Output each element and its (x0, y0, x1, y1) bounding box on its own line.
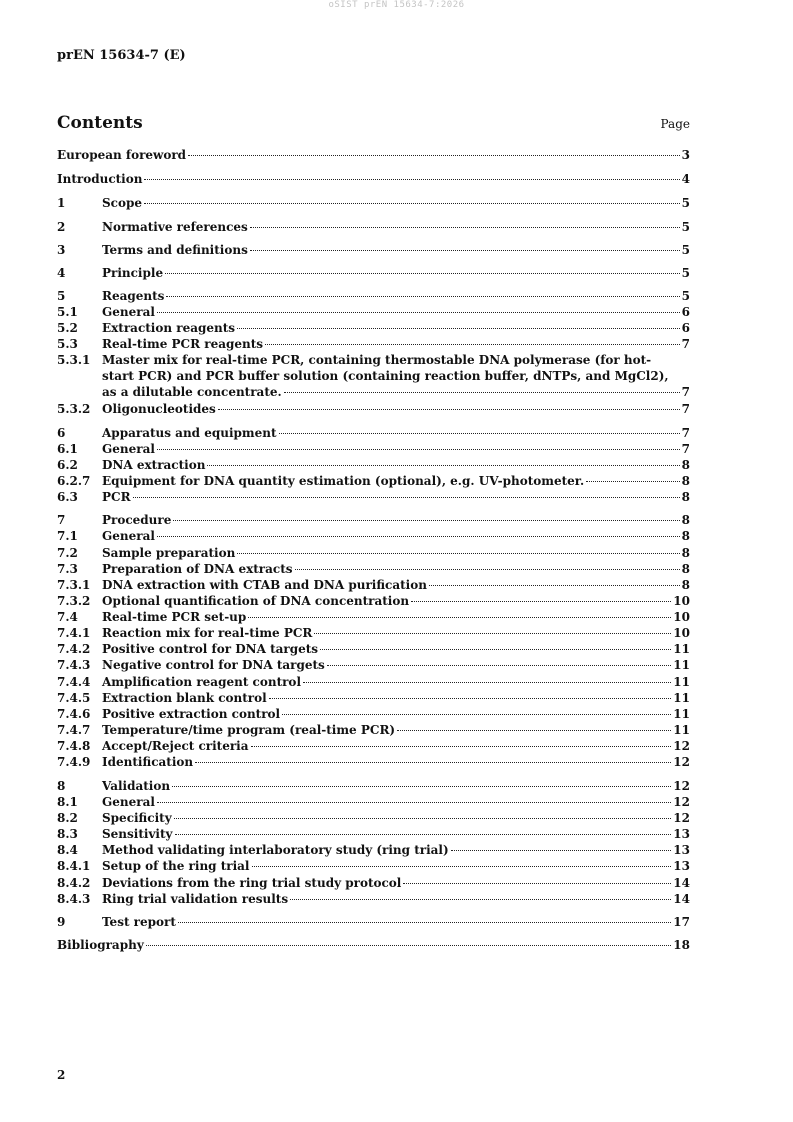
toc-entry[interactable] (57, 858, 690, 874)
toc-entry-title: Bibliography (57, 938, 144, 952)
toc-entry[interactable] (57, 706, 690, 722)
toc-entry-title: Method validating interlaboratory study (ring trial) (102, 843, 449, 857)
toc-entry-page: 6 (681, 321, 690, 335)
toc-leader-dots (133, 496, 680, 498)
toc-leader-dots (586, 480, 679, 482)
toc-entry-title-continued: start PCR) and PCR buffer solution (containing reaction buffer, dNTPs, and MgCl2), (102, 369, 669, 383)
toc-leader-dots (327, 664, 672, 666)
toc-leader-dots (290, 898, 671, 900)
toc-entry-page: 10 (673, 610, 690, 624)
toc-entry-title: Positive control for DNA targets (102, 642, 319, 656)
toc-entry-number: 7.3.2 (57, 594, 91, 608)
toc-entry-title: Amplification reagent control (102, 675, 301, 689)
toc-entry[interactable] (57, 401, 690, 417)
toc-leader-dots (172, 785, 671, 787)
toc-entry-page: 6 (681, 305, 690, 319)
toc-entry-page: 8 (681, 490, 690, 504)
toc-entry-page: 11 (673, 723, 690, 737)
toc-leader-dots (411, 600, 671, 602)
toc-entry[interactable] (57, 778, 690, 794)
toc-entry-page: 7 (681, 402, 690, 416)
document-id: prEN 15634-7 (E) (57, 48, 186, 63)
toc-leader-dots (146, 944, 672, 946)
toc-entry-title: Setup of the ring trial (102, 859, 250, 873)
toc-entry-page: 10 (673, 626, 690, 640)
toc-entry-title: General (102, 529, 155, 543)
toc-entry-title: General (102, 442, 155, 456)
toc-entry-title: Apparatus and equipment (102, 426, 277, 440)
toc-entry-number: 7.4.1 (57, 626, 91, 640)
toc-entry-number: 8.4.1 (57, 859, 91, 873)
toc-entry-number: 6 (57, 426, 66, 440)
toc-leader-dots (250, 226, 680, 228)
toc-leader-dots (279, 432, 680, 434)
toc-leader-dots (178, 921, 671, 923)
toc-entry[interactable] (57, 609, 690, 625)
toc-entry-page: 8 (681, 529, 690, 543)
toc-leader-dots (144, 178, 679, 180)
toc-entry-page: 7 (681, 442, 690, 456)
toc-leader-dots (269, 697, 672, 699)
page-column-label: Page (660, 117, 690, 131)
toc-entry[interactable] (57, 738, 690, 754)
toc-entry-title: Reagents (102, 289, 165, 303)
toc-entry-number: 8.4.3 (57, 892, 91, 906)
toc-entry-number: 5.3.2 (57, 402, 91, 416)
toc-entry-page: 7 (681, 385, 690, 399)
toc-entry-title: Accept/Reject criteria (102, 739, 249, 753)
toc-leader-dots (157, 448, 680, 450)
toc-entry[interactable] (57, 794, 690, 810)
toc-entry-page: 3 (681, 148, 690, 162)
toc-entry[interactable] (57, 875, 690, 891)
toc-leader-dots (173, 519, 679, 521)
toc-entry-title: PCR (102, 490, 131, 504)
toc-entry-number: 1 (57, 196, 66, 210)
toc-leader-dots (157, 801, 671, 803)
toc-entry[interactable] (57, 304, 690, 320)
toc-entry-page: 5 (681, 243, 690, 257)
toc-entry-page: 13 (673, 843, 690, 857)
toc-entry-page: 7 (681, 337, 690, 351)
toc-entry-number: 8.4.2 (57, 876, 91, 890)
toc-leader-dots (165, 272, 680, 274)
toc-entry-title: General (102, 305, 155, 319)
toc-entry-page: 8 (681, 578, 690, 592)
toc-leader-dots (252, 865, 672, 867)
toc-entry-number: 5 (57, 289, 66, 303)
toc-leader-dots (248, 616, 671, 618)
toc-entry-page: 12 (673, 811, 690, 825)
toc-entry-number: 8.1 (57, 795, 78, 809)
toc-entry-number: 7.3.1 (57, 578, 91, 592)
toc-entry[interactable] (57, 826, 690, 842)
toc-entry[interactable] (57, 219, 690, 235)
toc-entry-page: 5 (681, 289, 690, 303)
toc-entry-number: 8.2 (57, 811, 78, 825)
toc-entry-title: Procedure (102, 513, 172, 527)
toc-entry-title: Sample preparation (102, 546, 236, 560)
toc-entry-page: 8 (681, 474, 690, 488)
toc-entry-number: 2 (57, 220, 66, 234)
toc-leader-dots (251, 745, 672, 747)
toc-leader-dots (157, 535, 680, 537)
toc-entry-title: Oligonucleotides (102, 402, 216, 416)
toc-leader-dots (403, 882, 671, 884)
toc-entry[interactable] (57, 512, 690, 528)
toc-entry-number: 7.4.8 (57, 739, 91, 753)
toc-entry-title: Master mix for real-time PCR, containing thermostable DNA polymerase (for hot- (102, 353, 652, 367)
toc-entry-title: Test report (102, 915, 176, 929)
toc-entry[interactable] (57, 288, 690, 304)
toc-entry-title: Optional quantification of DNA concentration (102, 594, 410, 608)
toc-entry-number: 7.4.2 (57, 642, 91, 656)
toc-entry-title: Temperature/time program (real-time PCR) (102, 723, 396, 737)
toc-entry-title: Principle (102, 266, 164, 280)
toc-entry[interactable] (57, 425, 690, 441)
toc-entry[interactable] (57, 914, 690, 930)
toc-entry-title: Introduction (57, 172, 143, 186)
toc-leader-dots (250, 249, 680, 251)
toc-entry[interactable] (57, 171, 690, 187)
toc-entry[interactable] (57, 657, 690, 673)
toc-entry-page: 5 (681, 266, 690, 280)
toc-entry[interactable] (57, 242, 690, 258)
toc-entry[interactable] (57, 265, 690, 281)
toc-entry-title: European foreword (57, 148, 187, 162)
toc-entry-number: 5.1 (57, 305, 78, 319)
toc-leader-dots (207, 464, 679, 466)
toc-entry-page: 8 (681, 513, 690, 527)
toc-entry-page: 5 (681, 196, 690, 210)
toc-entry-number: 7.4.7 (57, 723, 91, 737)
toc-entry-title: Real-time PCR reagents (102, 337, 264, 351)
toc-entry[interactable] (57, 352, 690, 400)
toc-entry-page: 17 (673, 915, 690, 929)
toc-entry-title: Scope (102, 196, 143, 210)
toc-entry-number: 6.1 (57, 442, 78, 456)
toc-leader-dots (237, 552, 679, 554)
toc-entry[interactable] (57, 489, 690, 505)
toc-entry-page: 13 (673, 827, 690, 841)
toc-entry-page: 5 (681, 220, 690, 234)
toc-entry-number: 7.1 (57, 529, 78, 543)
toc-entry[interactable] (57, 674, 690, 690)
toc-entry-number: 5.3 (57, 337, 78, 351)
toc-entry[interactable] (57, 754, 690, 770)
toc-entry-title: Specificity (102, 811, 172, 825)
toc-entry[interactable] (57, 195, 690, 211)
toc-entry-page: 8 (681, 546, 690, 560)
toc-entry-page: 18 (673, 938, 690, 952)
toc-leader-dots (218, 408, 680, 410)
toc-entry-title: Extraction blank control (102, 691, 267, 705)
toc-entry-number: 7.4 (57, 610, 78, 624)
toc-leader-dots (174, 817, 672, 819)
toc-entry[interactable] (57, 810, 690, 826)
toc-leader-dots (397, 729, 671, 731)
toc-entry[interactable] (57, 320, 690, 336)
toc-entry-number: 6.2.7 (57, 474, 91, 488)
toc-entry-title: Normative references (102, 220, 248, 234)
toc-entry-number: 4 (57, 266, 66, 280)
toc-entry-page: 11 (673, 642, 690, 656)
toc-entry-title: Sensitivity (102, 827, 173, 841)
toc-entry-number: 7.2 (57, 546, 78, 560)
toc-entry-number: 6.2 (57, 458, 78, 472)
toc-entry[interactable] (57, 528, 690, 544)
toc-entry-title: Reaction mix for real-time PCR (102, 626, 313, 640)
toc-leader-dots (320, 648, 671, 650)
watermark: oSIST prEN 15634-7:2026 (328, 0, 465, 10)
toc-entry[interactable] (57, 842, 690, 858)
toc-leader-dots (295, 568, 680, 570)
toc-entry-title: Equipment for DNA quantity estimation (optional), e.g. UV-photometer. (102, 474, 585, 488)
toc-entry-number: 7.4.5 (57, 691, 91, 705)
toc-leader-dots (265, 343, 680, 345)
toc-entry[interactable] (57, 690, 690, 706)
toc-entry-page: 14 (673, 892, 690, 906)
toc-leader-dots (188, 154, 680, 156)
toc-entry[interactable] (57, 545, 690, 561)
toc-entry-title: Identification (102, 755, 194, 769)
toc-leader-dots (429, 584, 680, 586)
toc-entry-title: Extraction reagents (102, 321, 236, 335)
toc-entry[interactable] (57, 577, 690, 593)
toc-entry-number: 7.4.3 (57, 658, 91, 672)
toc-entry-number: 7.4.4 (57, 675, 91, 689)
toc-leader-dots (166, 295, 679, 297)
toc-entry[interactable] (57, 147, 690, 163)
toc-entry-title: Validation (102, 779, 171, 793)
toc-entry-page: 11 (673, 707, 690, 721)
toc-leader-dots (314, 632, 671, 634)
toc-entry-page: 12 (673, 795, 690, 809)
toc-leader-dots (303, 681, 671, 683)
toc-entry[interactable] (57, 641, 690, 657)
page-number: 2 (57, 1068, 66, 1082)
toc-entry-number: 7 (57, 513, 66, 527)
toc-leader-dots (451, 849, 672, 851)
toc-entry-page: 8 (681, 562, 690, 576)
toc-entry-page: 12 (673, 779, 690, 793)
toc-entry-title: Deviations from the ring trial study protocol (102, 876, 402, 890)
toc-entry[interactable] (57, 561, 690, 577)
toc-entry-number: 6.3 (57, 490, 78, 504)
toc-leader-dots (284, 391, 680, 393)
toc-entry[interactable] (57, 891, 690, 907)
toc-leader-dots (157, 311, 680, 313)
toc-entry-number: 7.4.9 (57, 755, 91, 769)
toc-entry-title: Negative control for DNA targets (102, 658, 325, 672)
toc-entry-page: 11 (673, 691, 690, 705)
toc-entry-number: 8.3 (57, 827, 78, 841)
toc-entry-title: Positive extraction control (102, 707, 281, 721)
toc-entry[interactable] (57, 937, 690, 953)
contents-heading: Contents (57, 113, 143, 133)
toc-leader-dots (175, 833, 672, 835)
toc-entry-title: Preparation of DNA extracts (102, 562, 293, 576)
toc-entry-number: 7.3 (57, 562, 78, 576)
toc-entry[interactable] (57, 722, 690, 738)
toc-entry-number: 3 (57, 243, 66, 257)
toc-entry-page: 7 (681, 426, 690, 440)
toc-entry[interactable] (57, 593, 690, 609)
toc-entry-page: 13 (673, 859, 690, 873)
toc-entry[interactable] (57, 441, 690, 457)
toc-entry-page: 14 (673, 876, 690, 890)
toc-entry[interactable] (57, 336, 690, 352)
toc-entry-number: 8 (57, 779, 66, 793)
toc-leader-dots (144, 202, 680, 204)
toc-entry[interactable] (57, 625, 690, 641)
toc-entry-title: Ring trial validation results (102, 892, 289, 906)
toc-entry-page: 8 (681, 458, 690, 472)
toc-entry-title: DNA extraction with CTAB and DNA purification (102, 578, 427, 592)
toc-leader-dots (237, 327, 680, 329)
toc-entry-number: 5.3.1 (57, 353, 91, 367)
toc-entry-page: 11 (673, 658, 690, 672)
toc-entry[interactable] (57, 473, 690, 489)
toc-leader-dots (282, 713, 671, 715)
toc-entry-page: 12 (673, 755, 690, 769)
toc-entry-number: 9 (57, 915, 66, 929)
toc-leader-dots (195, 761, 671, 763)
toc-entry-page: 11 (673, 675, 690, 689)
toc-entry-title: Real-time PCR set-up (102, 610, 247, 624)
toc-entry-title: DNA extraction (102, 458, 206, 472)
toc-entry-page: 10 (673, 594, 690, 608)
toc-entry-title: General (102, 795, 155, 809)
toc-entry-title-continued: as a dilutable concentrate. (102, 385, 282, 399)
toc-entry-page: 12 (673, 739, 690, 753)
toc-entry[interactable] (57, 457, 690, 473)
toc-entry-number: 8.4 (57, 843, 78, 857)
toc-entry-page: 4 (681, 172, 690, 186)
toc-entry-title: Terms and definitions (102, 243, 248, 257)
toc-entry-number: 5.2 (57, 321, 78, 335)
toc-entry-number: 7.4.6 (57, 707, 91, 721)
